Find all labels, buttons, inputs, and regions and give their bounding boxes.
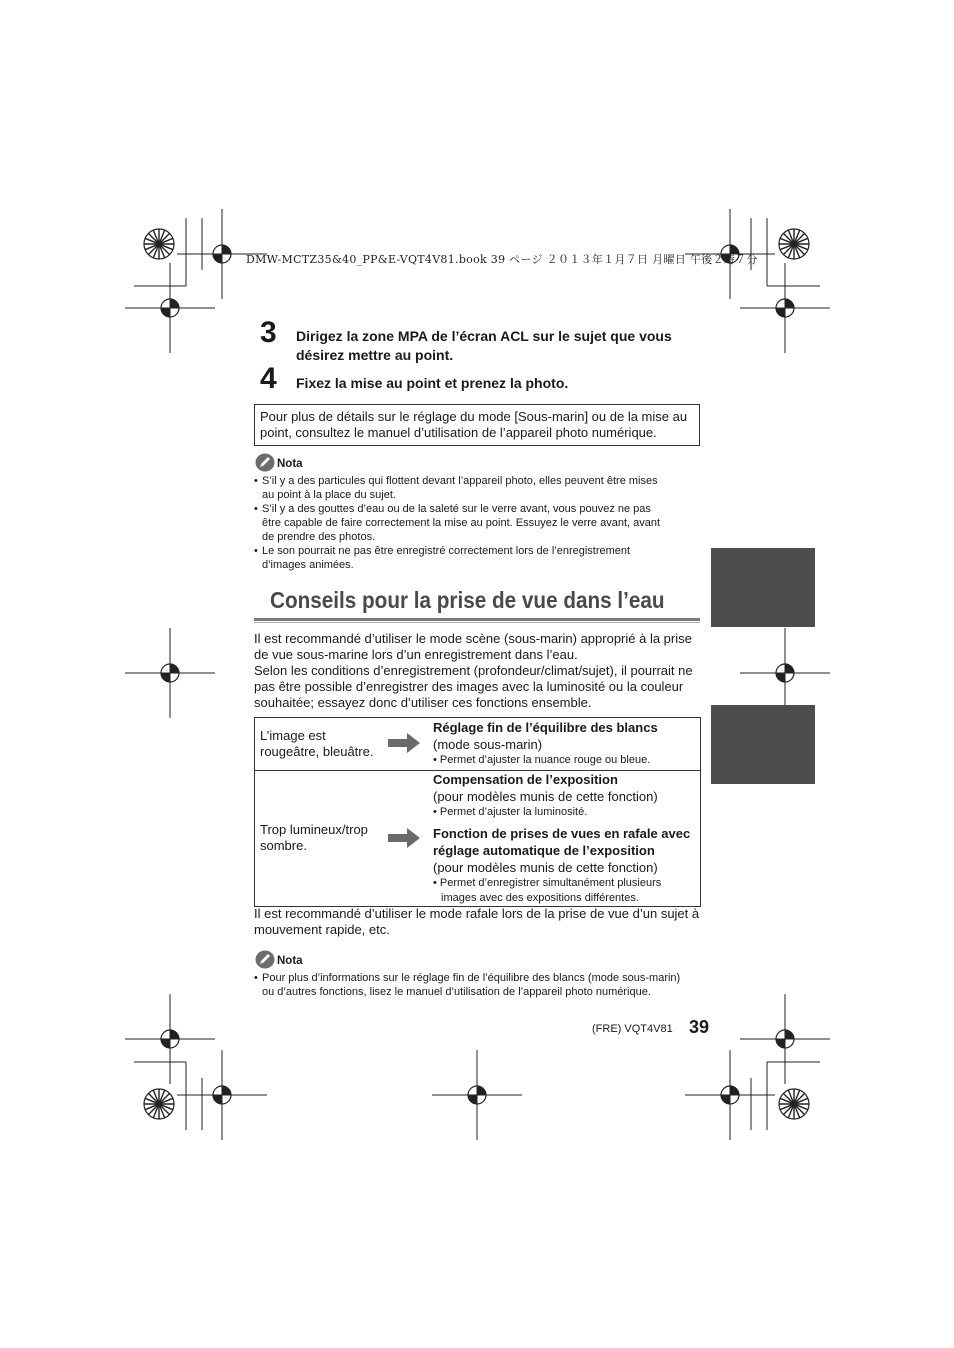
- section-intro: Il est recommandé d’utiliser le mode scène (sous-marin) approprié à la prise de vue sous-marine lors d’un enregistrement dans l’eau. Selon les conditions d’enregistrement (profondeur/climat/sujet), il pourrait ne pas être possible d’enregistrer des images avec la luminosité ou la couleur souhaitée; essayez donc d’utiliser ces fonctions ensemble.: [254, 631, 693, 710]
- nota-label: Nota: [277, 458, 303, 470]
- registration-mark-icon: [432, 1050, 522, 1140]
- starburst-target-icon: [779, 1089, 809, 1119]
- nota-pencil-icon: [255, 950, 275, 969]
- side-tab-lower: [711, 705, 815, 784]
- table-remedy: Réglage fin de l’équilibre des blancs (mode sous-marin) • Permet d’ajuster la nuance rouge ou bleue.: [433, 719, 701, 768]
- step-number: 3: [260, 316, 277, 349]
- step-text: Fixez la mise au point et prenez la photo.: [296, 375, 569, 391]
- step-number: 4: [260, 362, 277, 395]
- registration-mark-icon: [740, 263, 830, 353]
- page-number: 39: [689, 1017, 710, 1037]
- side-tab-upper: [711, 548, 815, 627]
- registration-mark-icon: [177, 1050, 267, 1140]
- nota-list: [254, 474, 704, 572]
- right-arrow-icon: [387, 732, 421, 754]
- registration-mark-icon: [740, 994, 830, 1084]
- nota-list: [254, 971, 706, 999]
- starburst-target-icon: [144, 1089, 174, 1119]
- registration-mark-icon: [125, 628, 215, 718]
- section-title-rule-thin: [254, 622, 700, 623]
- registration-mark-icon: [125, 263, 215, 353]
- table-condition: L’image est rougeâtre, bleuâtre.: [260, 728, 374, 759]
- remedy-note: • Permet d’enregistrer simultanément plusieurs: [433, 877, 662, 889]
- nota-item: • Le son pourrait ne pas être enregistré correctement lors de l’enregistrement d’images animées.: [254, 544, 704, 572]
- tips-table: [254, 717, 701, 907]
- step-text: [296, 327, 716, 365]
- table-remedy: Compensation de l’exposition (pour modèles munis de cette fonction) • Permet d’ajuster la luminosité. Fonction de prises de vues en rafale avec réglage automatique de l’exposition (pour modèles munis de cette fonction) • Permet d’enregistrer simultanément plusieurs images avec des expositions différentes.: [433, 771, 701, 906]
- footer-code: (FRE) VQT4V81: [592, 1023, 673, 1035]
- right-arrow-icon: [387, 827, 421, 849]
- step-text-line: désirez mettre au point.: [296, 347, 454, 363]
- nota-item: • S’il y a des particules qui flottent devant l’appareil photo, elles peuvent être mises au point à la place du sujet.: [254, 474, 704, 502]
- nota-pencil-icon: [255, 453, 275, 472]
- starburst-target-icon: [779, 229, 809, 259]
- nota-label: Nota: [277, 955, 303, 967]
- nota-item: • Pour plus d’informations sur le réglage fin de l’équilibre des blancs (mode sous-marin) ou d’autres fonctions, lisez le manuel d’utilisation de l’appareil photo numérique.: [254, 971, 706, 999]
- starburst-target-icon: [144, 229, 174, 259]
- registration-mark-icon: [685, 1050, 775, 1140]
- nota-item: • S’il y a des gouttes d’eau ou de la saleté sur le verre avant, vous pouvez ne pas être capable de faire correctement la mise au point. Essuyez le verre avant, avant de prendre des photos.: [254, 502, 704, 544]
- registration-mark-icon: [125, 994, 215, 1084]
- remedy-note: • Permet d’ajuster la nuance rouge ou bleue.: [433, 754, 651, 766]
- table-condition: Trop lumineux/trop sombre.: [260, 822, 368, 853]
- info-box-line: point, consultez le manuel d’utilisation de l’appareil photo numérique.: [260, 425, 657, 440]
- section-title-rule: [254, 618, 700, 621]
- book-header-info: DMW-MCTZ35&40_PP&E-VQT4V81.book 39 ページ ２０１３年１月７日 月曜日 午後２時７分: [246, 253, 758, 266]
- section-title: Conseils pour la prise de vue dans l’eau: [270, 587, 665, 613]
- step-text-line: Dirigez la zone MPA de l’écran ACL sur le sujet que vous: [296, 328, 672, 344]
- info-box-line: Pour plus de détails sur le réglage du mode [Sous-marin] ou de la mise au: [260, 409, 688, 424]
- after-table-text: Il est recommandé d’utiliser le mode rafale lors de la prise de vue d’un sujet à mouvement rapide, etc.: [254, 906, 700, 937]
- remedy-note: • Permet d’ajuster la luminosité.: [433, 806, 588, 818]
- info-box: [254, 404, 700, 446]
